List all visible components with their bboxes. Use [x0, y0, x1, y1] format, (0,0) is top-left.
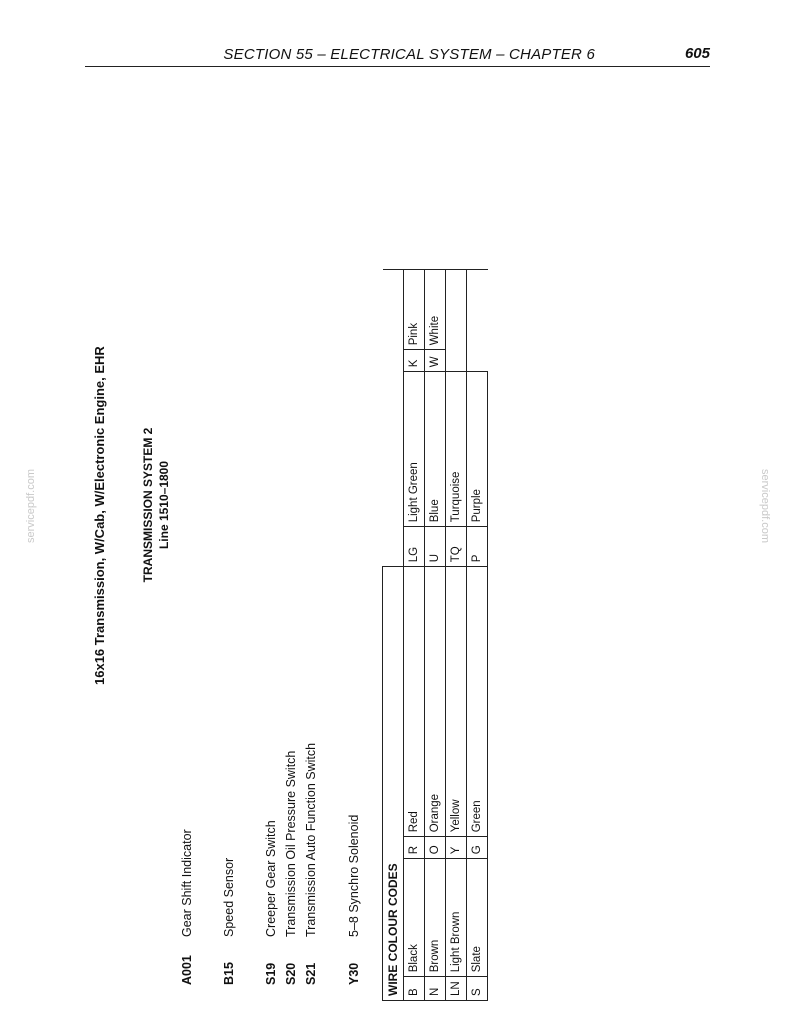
- component-description: 5–8 Synchro Solenoid: [347, 814, 361, 937]
- subtitle-line-2: Line 1510–1800: [157, 460, 171, 550]
- subtitle-line-1: TRANSMISSION SYSTEM 2: [141, 427, 155, 583]
- component-code: S20: [284, 962, 298, 985]
- component-code: S21: [304, 962, 318, 985]
- watermark-right: servicepdf.com: [758, 469, 771, 543]
- rotated-content: [92, 105, 510, 996]
- system-subtitle: [140, 405, 172, 605]
- component-code: S19: [264, 962, 278, 985]
- component-code: A001: [180, 955, 194, 985]
- table-heading: WIRE COLOUR CODES: [383, 567, 404, 1001]
- component-description: Transmission Auto Function Switch: [304, 742, 318, 937]
- component-description: Speed Sensor: [222, 857, 236, 937]
- table-row: LN Light Brown Y Yellow TQ Turquoise: [446, 270, 467, 1001]
- component-description: Gear Shift Indicator: [180, 829, 194, 937]
- watermark-left: servicepdf.com: [24, 469, 37, 543]
- page-header: [85, 44, 710, 67]
- document-title: 16x16 Transmission, W/Cab, W/Electronic Engine, EHR: [92, 346, 107, 685]
- component-description: Transmission Oil Pressure Switch: [284, 750, 298, 937]
- component-code: Y30: [347, 962, 361, 985]
- table-header-row: [383, 270, 404, 1001]
- table-row: S Slate G Green P Purple: [467, 270, 488, 1001]
- wire-colour-table: [382, 269, 488, 1001]
- table-row: N Brown O Orange U Blue W White: [425, 270, 446, 1001]
- table-row: B Black R Red LG Light Green K Pink: [404, 270, 425, 1001]
- section-title: SECTION 55 – ELECTRICAL SYSTEM – CHAPTER 6: [223, 46, 595, 63]
- component-description: Creeper Gear Switch: [264, 820, 278, 937]
- component-code: B15: [222, 962, 236, 985]
- page-number: 605: [684, 45, 710, 62]
